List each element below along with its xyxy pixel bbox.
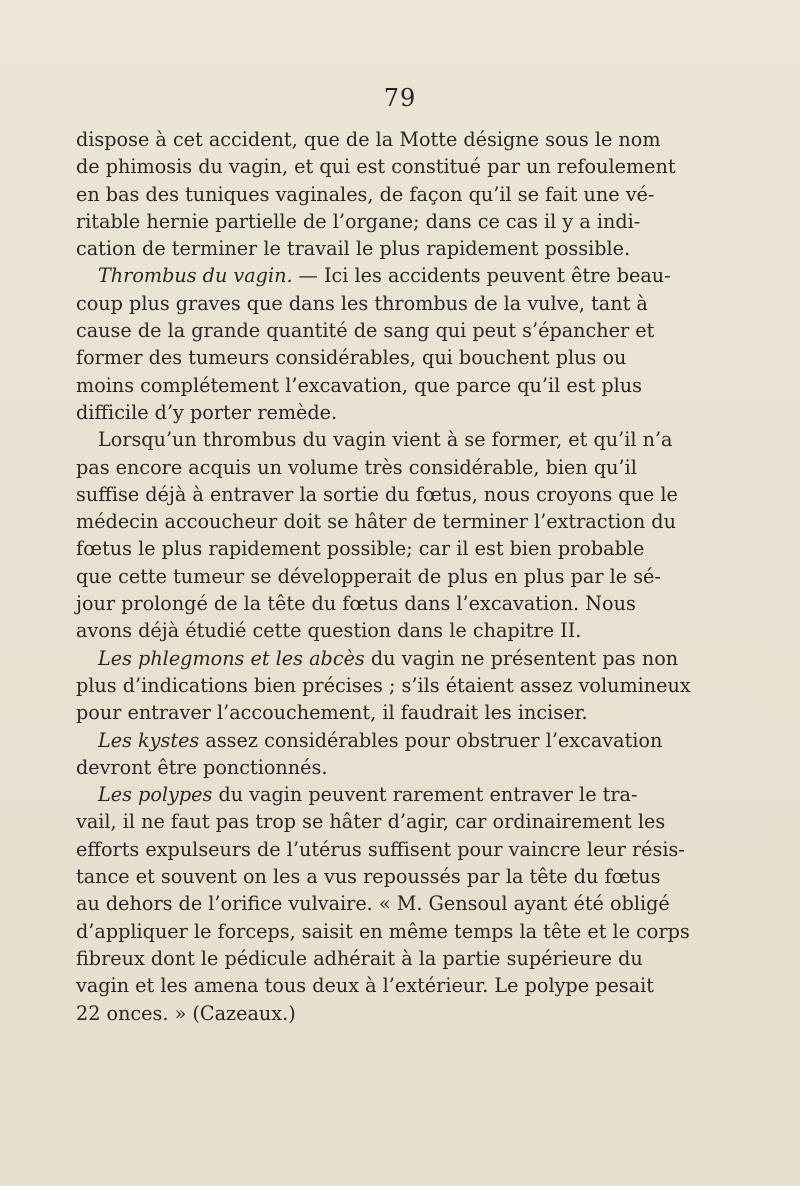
text-line: suffise déjà à entraver la sortie du fœtus, nous croyons que le [76, 482, 678, 506]
paragraph [76, 426, 678, 644]
paragraph [76, 645, 691, 727]
paragraph-lead: Les polypes [98, 783, 213, 807]
text-line: cause de la grande quantité de sang qui peut s’épancher et [76, 319, 655, 343]
text-fragment: assez considérables pour obstruer l’excavation [199, 728, 663, 752]
text-fragment: — Ici les accidents peuvent être beau- [292, 264, 671, 288]
paragraph [76, 727, 663, 782]
paragraph [76, 781, 690, 1027]
text-line [76, 262, 671, 289]
text-line: de phimosis du vagin, et qui est constitué par un refoulement [76, 155, 676, 179]
text-fragment: du vagin peuvent rarement entraver le tra- [212, 783, 638, 807]
text-line: en bas des tuniques vaginales, de façon qu’il se fait une vé- [76, 182, 655, 206]
text-line: fibreux dont le pédicule adhérait à la partie supérieure du [76, 946, 643, 970]
text-line: pour entraver l’accouchement, il faudrait les inciser. [76, 701, 588, 725]
text-line: tance et souvent on les a vus repoussés par la tête du fœtus [76, 865, 661, 889]
text-line: médecin accoucheur doit se hâter de terminer l’extraction du [76, 510, 676, 534]
text-line: devront être ponctionnés. [76, 755, 328, 779]
paragraph [76, 126, 676, 262]
text-line: que cette tumeur se développerait de plus en plus par le sé- [76, 564, 661, 588]
text-line: jour prolongé de la tête du fœtus dans l’excavation. Nous [76, 592, 636, 616]
text-line [76, 645, 679, 672]
text-line: former des tumeurs considérables, qui bouchent plus ou [76, 346, 627, 370]
text-line: moins complétement l’excavation, que parce qu’il est plus [76, 373, 643, 397]
text-line: d’appliquer le forceps, saisit en même temps la tête et le corps [76, 919, 690, 943]
text-line: difficile d’y porter remède. [76, 400, 338, 424]
text-fragment: du vagin ne présentent pas non [364, 646, 679, 670]
page-number: 79 [383, 84, 417, 112]
text-line [76, 781, 638, 808]
paragraph-lead: Thrombus du vagin. [98, 264, 293, 288]
text-line [76, 727, 663, 754]
text-line: 22 onces. » (Cazeaux.) [76, 1001, 296, 1025]
text-line: ritable hernie partielle de l’organe; dans ce cas il y a indi- [76, 209, 641, 233]
body-text [76, 126, 691, 1027]
text-line: Lorsqu’un thrombus du vagin vient à se former, et qu’il n’a [98, 428, 673, 452]
text-line: au dehors de l’orifice vulvaire. « M. Gensoul ayant été obligé [76, 892, 670, 916]
text-line: coup plus graves que dans les thrombus de la vulve, tant à [76, 291, 648, 315]
text-line: fœtus le plus rapidement possible; car il est bien probable [76, 537, 645, 561]
text-line: efforts expulseurs de l’utérus suffisent pour vaincre leur résis- [76, 837, 685, 861]
text-line: vail, il ne faut pas trop se hâter d’agir, car ordinairement les [76, 810, 666, 834]
text-line: plus d’indications bien précises ; s’ils étaient assez volumineux [76, 673, 691, 697]
text-line: avons déjà étudié cette question dans le chapitre II. [76, 619, 582, 643]
text-line: pas encore acquis un volume très considérable, bien qu’il [76, 455, 637, 479]
paragraph-lead: Les phlegmons et les abcès [98, 646, 365, 670]
text-line: cation de terminer le travail le plus rapidement possible. [76, 237, 631, 261]
text-line: vagin et les amena tous deux à l’extérieur. Le polype pesait [76, 974, 654, 998]
text-line: dispose à cet accident, que de la Motte désigne sous le nom [76, 128, 661, 151]
paragraph-lead: Les kystes [98, 728, 200, 752]
paragraph [76, 262, 671, 426]
